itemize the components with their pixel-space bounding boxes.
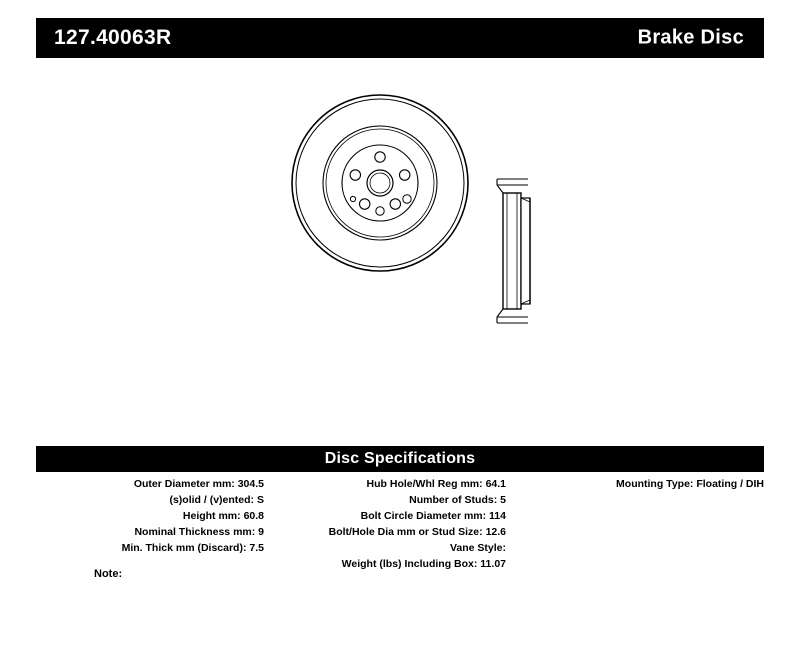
- spec-row: [36, 540, 264, 556]
- spec-row: [268, 492, 506, 508]
- spec-label: Hub Hole/Whl Reg mm:: [366, 478, 483, 490]
- spec-label: Outer Diameter mm:: [133, 478, 235, 490]
- spec-value: 9: [258, 526, 264, 538]
- spec-value: 64.1: [485, 478, 506, 490]
- spec-value: 304.5: [237, 478, 264, 490]
- spec-label: Min. Thick mm (Discard):: [121, 542, 247, 554]
- spec-label: Weight (lbs) Including Box:: [341, 558, 478, 570]
- spec-row: [36, 508, 264, 524]
- spec-value: 5: [500, 494, 506, 506]
- spec-section-title: Disc Specifications: [36, 446, 764, 472]
- spec-value: 12.6: [485, 526, 506, 538]
- spec-value: 11.07: [480, 558, 506, 570]
- spec-value: 114: [489, 510, 506, 522]
- spec-label: Number of Studs:: [409, 494, 498, 506]
- spec-columns: [36, 476, 764, 586]
- spec-label: Height mm:: [182, 510, 241, 522]
- spec-label: Bolt/Hole Dia mm or Stud Size:: [328, 526, 483, 538]
- rotor-side-view: [497, 179, 530, 323]
- spec-column-middle: [268, 476, 506, 572]
- spec-value: 60.8: [243, 510, 264, 522]
- header-bar: [36, 18, 764, 58]
- spec-label: Mounting Type:: [616, 478, 694, 490]
- spec-value: S: [256, 494, 264, 506]
- spec-label: Vane Style:: [449, 542, 506, 554]
- spec-row: [36, 524, 264, 540]
- spec-row: [512, 476, 764, 492]
- spec-row: [268, 476, 506, 492]
- part-number: 127.40063R: [54, 26, 172, 49]
- spec-column-left: [36, 476, 264, 556]
- spec-column-right: [512, 476, 764, 492]
- spec-row: [268, 524, 506, 540]
- spec-label: Bolt Circle Diameter mm:: [360, 510, 487, 522]
- spec-value: Floating / DIH: [696, 478, 764, 490]
- spec-row: [36, 476, 264, 492]
- spec-label: Nominal Thickness mm:: [134, 526, 256, 538]
- product-type: Brake Disc: [637, 26, 744, 49]
- spec-value: 7.5: [249, 542, 264, 554]
- spec-row: [36, 492, 264, 508]
- rotor-front-view: [292, 95, 468, 271]
- technical-drawing: [36, 70, 764, 420]
- spec-row: [268, 556, 506, 572]
- spec-label: (s)olid / (v)ented:: [169, 494, 255, 506]
- spec-row: [268, 508, 506, 524]
- note-label: Note:: [94, 568, 123, 580]
- spec-row: [268, 540, 506, 556]
